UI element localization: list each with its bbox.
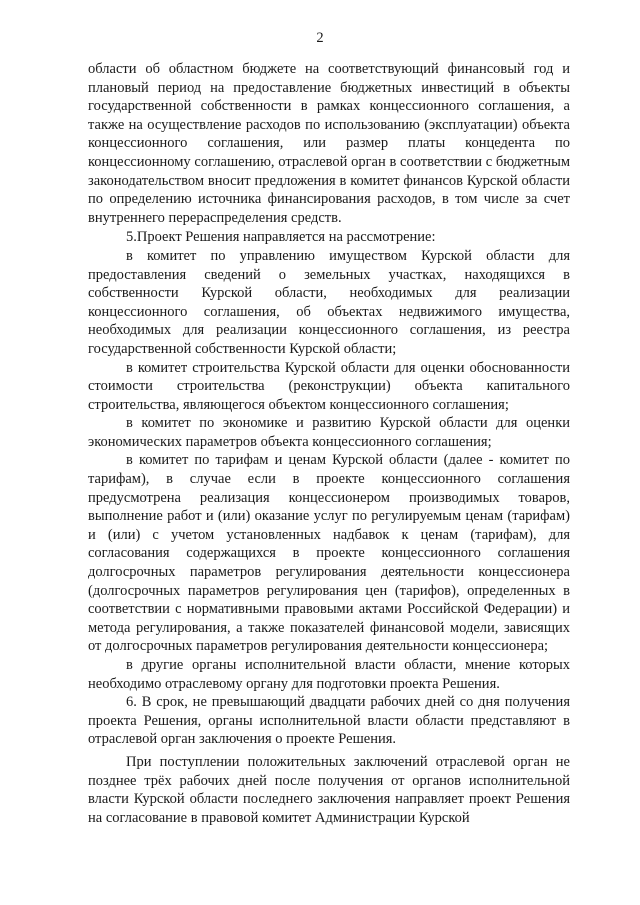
paragraph-property-committee: в комитет по управлению имуществом Курской области для предоставления сведений о земельных участках, находящихся в собственности Курской области, необходимых для реализации концессионного соглашения, об объектах недвижимого имущества, необходимых для реализации концессионного соглашения, из реестра государственной собственности Курской области; <box>88 247 570 357</box>
paragraph-positive-conclusions: При поступлении положительных заключений отраслевой орган не позднее трёх рабочих дней после получения от органов исполнительной власти Курской области последнего заключения направляет проект Решения на согласование в правовой комитет Администрации Курской <box>88 753 570 826</box>
paragraph-construction-committee: в комитет строительства Курской области для оценки обоснованности стоимости строительства (реконструкции) объекта капитального строительства, являющегося объектом концессионного соглашения; <box>88 359 570 413</box>
document-body <box>88 60 570 827</box>
paragraph-economy-committee: в комитет по экономике и развитию Курской области для оценки экономических параметров объекта концессионного соглашения; <box>88 415 570 450</box>
paragraph-item-5: 5.Проект Решения направляется на рассмотрение: <box>126 229 436 246</box>
paragraph-continuation: области об областном бюджете на соответствующий финансовый год и плановый период на предоставление бюджетных инвестиций в объекты государственной собственности в рамках концессионного соглашения, а также на осуществление расходов по использованию (эксплуатации) объекта концессионного соглашения, или размер платы концедента по концессионному соглашению, отраслевой орган в соответствии с бюджетным законодательством вносит предложения в комитет финансов Курской области по определению источника финансирования расходов, в том числе за счет внутреннего перераспределения средств. <box>88 61 570 226</box>
paragraph-other-bodies: в другие органы исполнительной власти области, мнение которых необходимо отраслевому органу для подготовки проекта Решения. <box>88 657 570 692</box>
page-number: 2 <box>316 30 324 46</box>
paragraph-tariff-committee: в комитет по тарифам и ценам Курской области (далее - комитет по тарифам), в случае если в проекте концессионного соглашения предусмотрена реализация концессионером производимых товаров, выполнение работ и (или) оказание услуг по регулируемым ценам (тарифам) и (или) с учетом установленных надбавок к ценам (тарифам), для согласования содержащихся в проекте концессионного соглашения долгосрочных параметров регулирования деятельности концессионера (долгосрочных параметров регулирования цен (тарифов), определенных в соответствии с нормативными правовыми актами Российской Федерации) и метода регулирования, а также показателей финансовой модели, зависящих от долгосрочных параметров регулирования деятельности концессионера; <box>88 452 570 655</box>
paragraph-item-6: 6. В срок, не превышающий двадцати рабочих дней со дня получения проекта Решения, органы исполнительной власти области представляют в отраслевой орган заключения о проекте Решения. <box>88 694 570 748</box>
